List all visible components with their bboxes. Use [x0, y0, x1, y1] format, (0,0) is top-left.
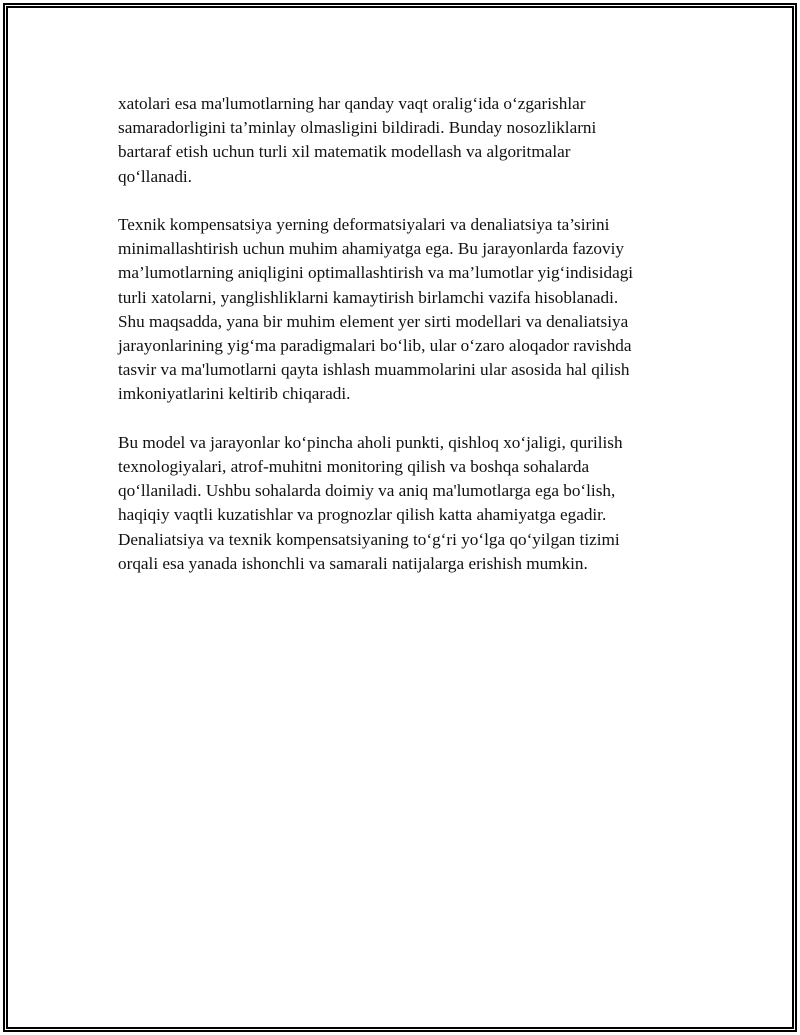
text-line: samaradorligini ta’minlay olmasligini bildiradi. Bunday nosozliklarni [118, 118, 597, 138]
document-body [118, 92, 678, 600]
text-line: jarayonlarining yig‘ma paradigmalari bo‘lib, ular o‘zaro aloqador ravishda [118, 336, 632, 356]
text-line: tasvir va ma'lumotlarni qayta ishlash muammolarini ular asosida hal qilish [118, 360, 630, 380]
text-line: Shu maqsadda, yana bir muhim element yer sirti modellari va denaliatsiya [118, 311, 629, 331]
text-line: minimallashtirish uchun muhim ahamiyatga ega. Bu jarayonlarda fazoviy [118, 239, 624, 259]
text-line: Denaliatsiya va texnik kompensatsiyaning to‘g‘ri yo‘lga qo‘yilgan tizimi [118, 529, 620, 549]
text-line: qo‘llanadi. [118, 166, 192, 186]
paragraph-3 [118, 431, 678, 576]
paragraph-1 [118, 92, 678, 189]
text-line: Bu model va jarayonlar ko‘pincha aholi punkti, qishloq xo‘jaligi, qurilish [118, 432, 623, 452]
text-line: ma’lumotlarning aniqligini optimallashtirish va ma’lumotlar yig‘indisidagi [118, 263, 634, 283]
text-line: haqiqiy vaqtli kuzatishlar va prognozlar qilish katta ahamiyatga egadir. [118, 505, 607, 525]
text-line: bartaraf etish uchun turli xil matematik modellash va algoritmalar [118, 142, 571, 162]
text-line: xatolari esa ma'lumotlarning har qanday vaqt oralig‘ida o‘zgarishlar [118, 94, 586, 113]
text-line: turli xatolarni, yanglishliklarni kamaytirish birlamchi vazifa hisoblanadi. [118, 287, 619, 307]
text-line: texnologiyalari, atrof-muhitni monitoring qilish va boshqa sohalarda [118, 457, 590, 477]
text-line: qo‘llaniladi. Ushbu sohalarda doimiy va aniq ma'lumotlarga ega bo‘lish, [118, 481, 616, 501]
text-line: imkoniyatlarini keltirib chiqaradi. [118, 384, 351, 404]
text-line: orqali esa yanada ishonchli va samarali natijalarga erishish mumkin. [118, 553, 588, 573]
paragraph-2 [118, 213, 678, 407]
text-line: Texnik kompensatsiya yerning deformatsiyalari va denaliatsiya ta’sirini [118, 215, 610, 234]
